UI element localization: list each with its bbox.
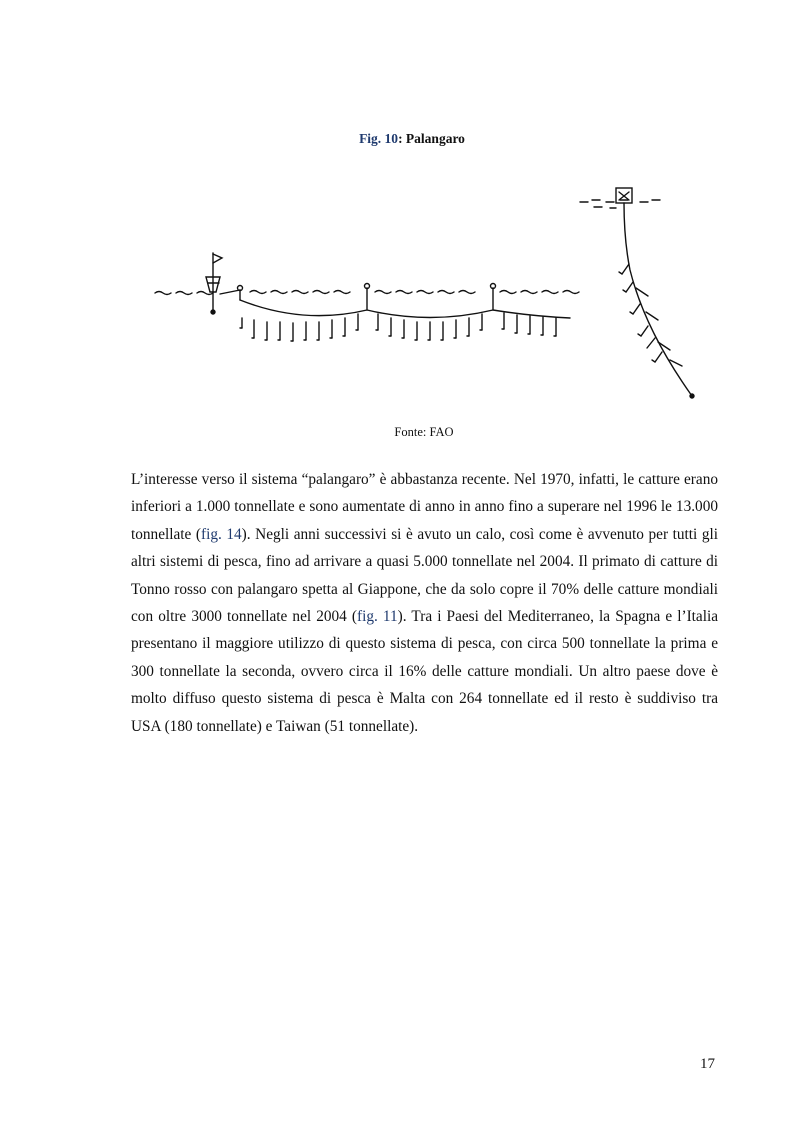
vertical-branches	[619, 264, 682, 366]
vertical-mainline	[624, 203, 692, 396]
mainline	[240, 300, 570, 318]
page-number: 17	[700, 1056, 715, 1072]
figure-11-link[interactable]: fig. 11	[357, 608, 398, 626]
body-paragraph	[131, 466, 718, 740]
figure-14-link[interactable]: fig. 14	[200, 525, 242, 543]
figure-title: : Palangaro	[398, 131, 465, 146]
figure-caption	[0, 131, 794, 147]
paragraph-text-3: ). Tra i Paesi del Mediterraneo, la Spagna e l’Italia presentano il maggiore utilizzo di questo sistema di pesca, con circa 500 tonnellate la prima e 300 tonnellate la seconda, ovvero circa il 16% delle catture mondiali. Un altro paese dove è molto diffuso questo sistema di pesca è Malta con 264 tonnellate ed il resto è suddiviso tra USA (180 tonnellate) e Taiwan (51 tonnellate).	[131, 608, 718, 735]
figure-source: Fonte: FAO	[394, 425, 454, 439]
branch-lines	[240, 313, 556, 341]
vertical-surface-line	[580, 200, 660, 208]
figure-reference-link[interactable]: Fig. 10	[359, 131, 399, 146]
paragraph-text-2: ). Negli anni successivi si è avuto un calo, così come è avvenuto per tutti gli altri sistemi di pesca, fino ad arrivare a quasi 5.000 tonnellate nel 2004. Il primato di catture di Tonno rosso con palangaro spetta al Giappone, che da solo copre il 70% delle catture mondiali con oltre 3000 tonnellate nel 2004 (	[131, 525, 718, 626]
paragraph-text-1: L’interesse verso il sistema “palangaro” è abbastanza recente. Nel 1970, infatti, le catture erano inferiori a 1.000 tonnellate e sono aumentate di anno in anno fino a superare nel 1996 le 13.000 tonnellate (	[131, 471, 718, 543]
longline-illustration	[150, 180, 710, 410]
flag-buoy	[206, 253, 222, 314]
